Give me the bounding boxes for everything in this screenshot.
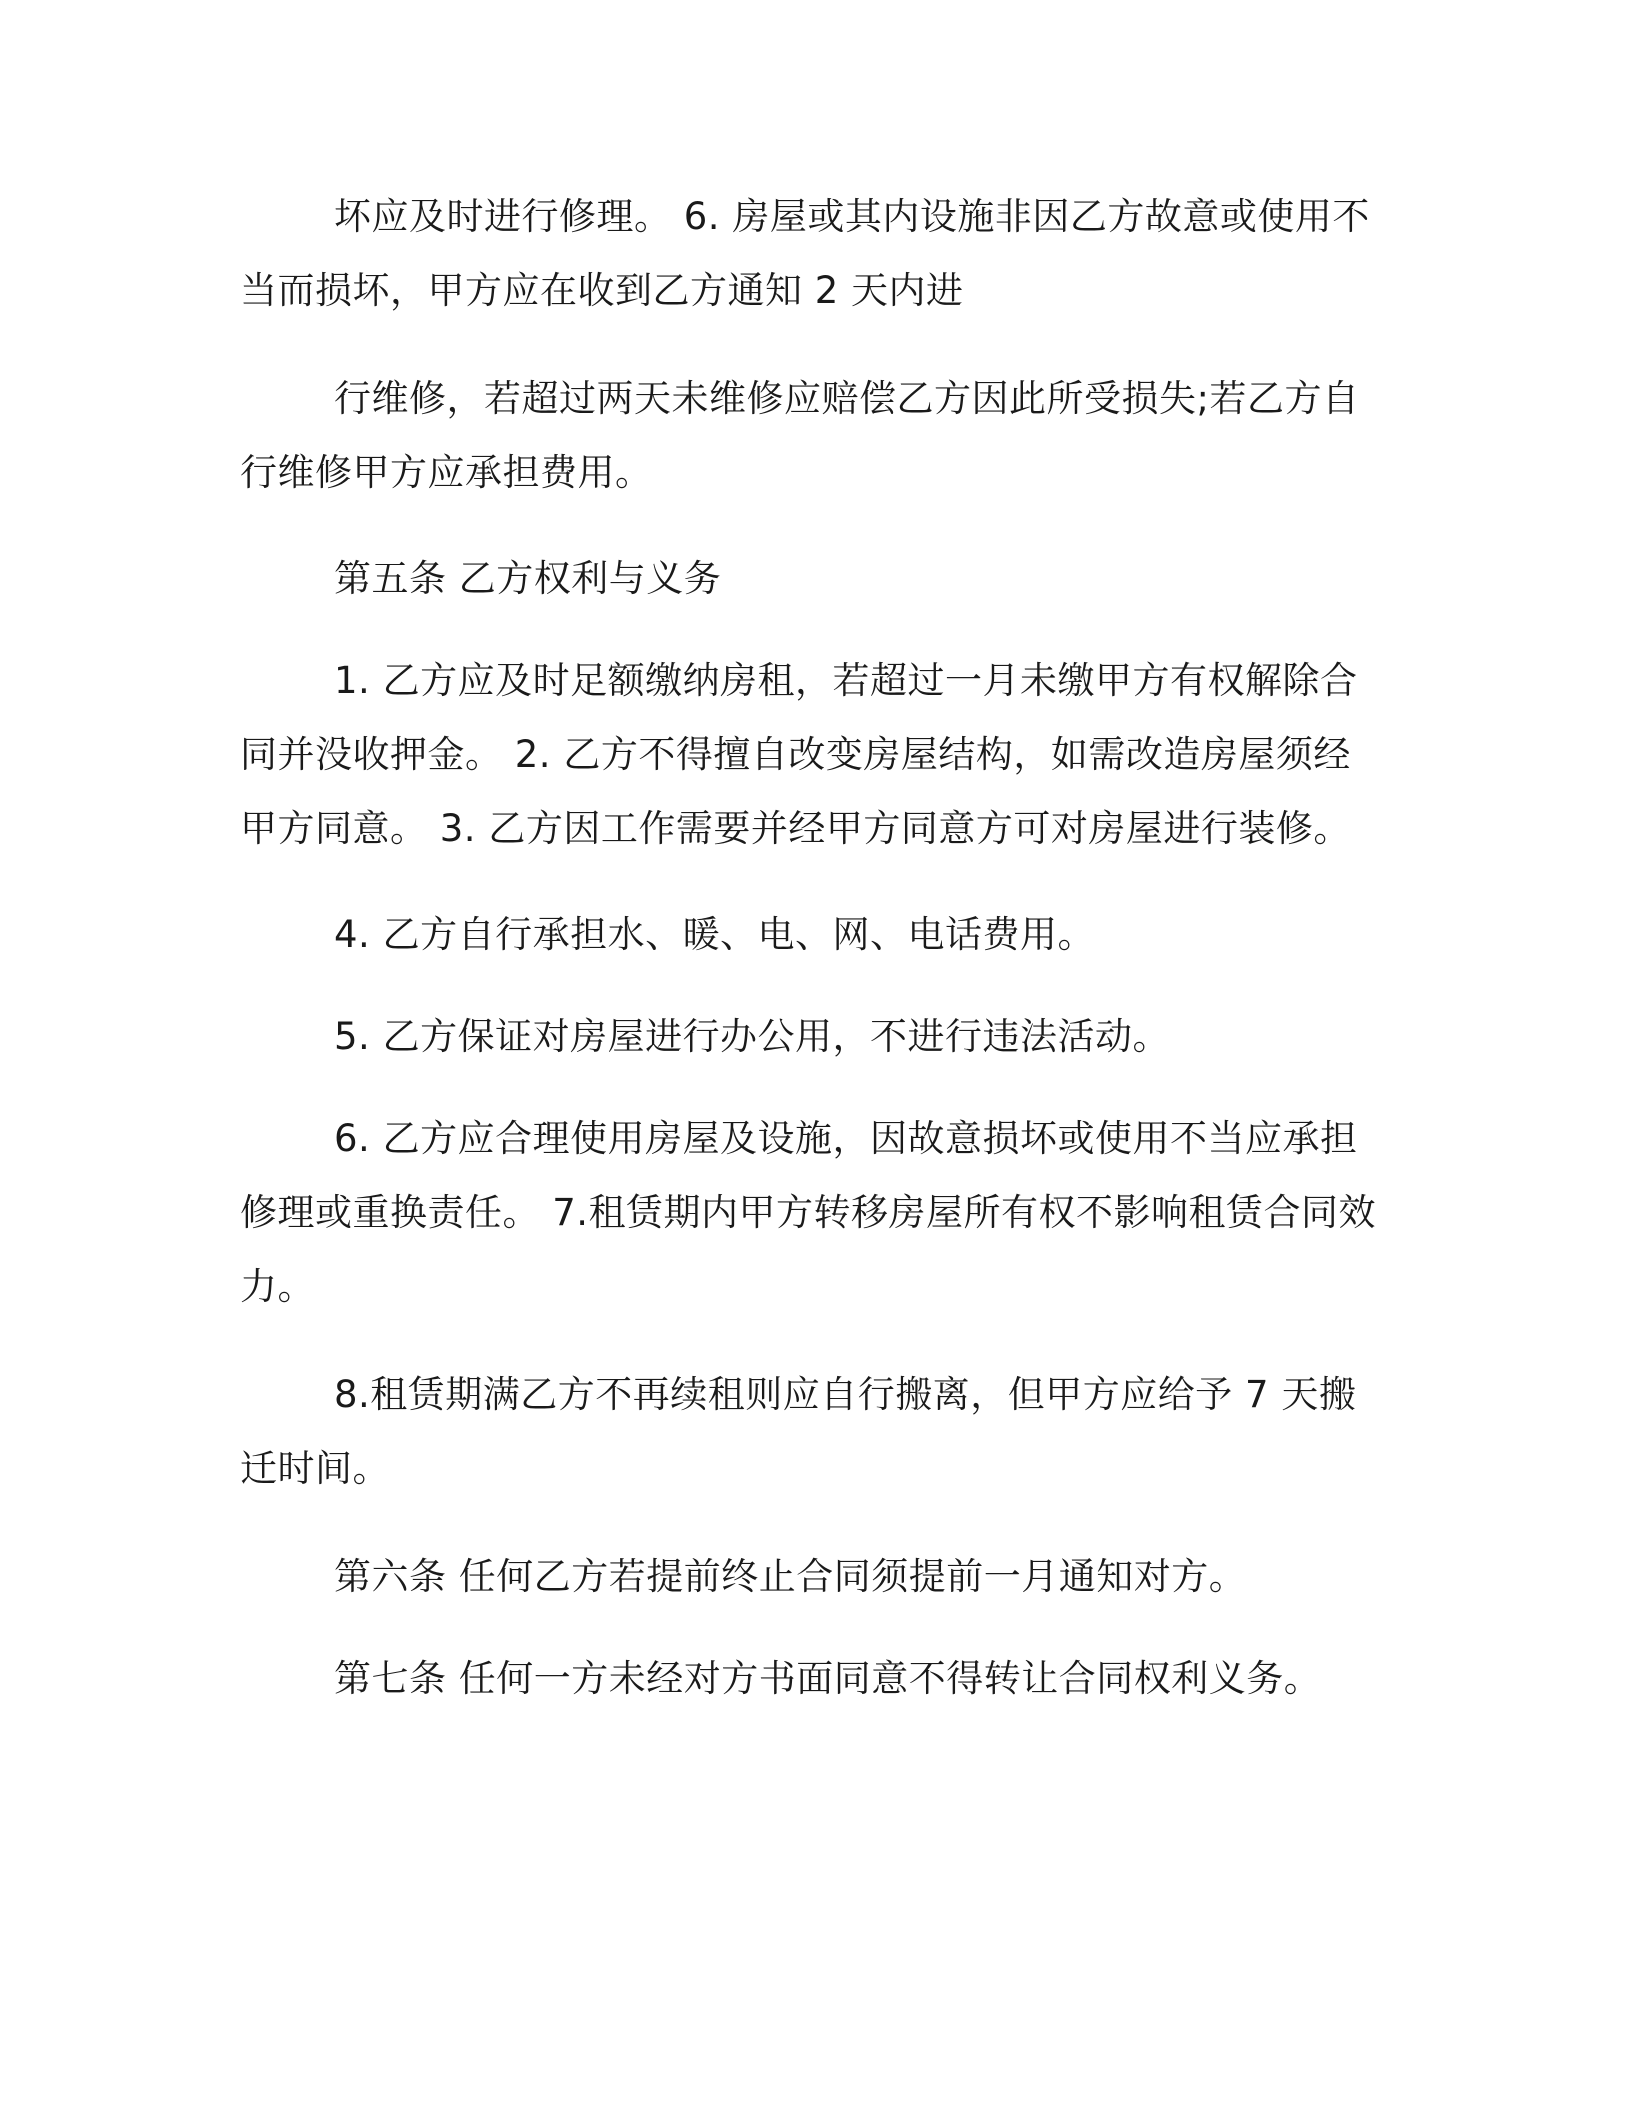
paragraph-tenant-obligations-6-7: 6. 乙方应合理使用房屋及设施，因故意损坏或使用不当应承担修理或重换责任。 7.租赁期内甲方转移房屋所有权不影响租赁合同效力。 [240, 1117, 1377, 1308]
paragraph-tenant-obligation-4: 4. 乙方自行承担水、暖、电、网、电话费用。 [334, 913, 1096, 956]
section-heading-article-6: 第六条 任何乙方若提前终止合同须提前一月通知对方。 [334, 1555, 1247, 1598]
section-heading-article-5: 第五条 乙方权利与义务 [334, 557, 722, 600]
paragraph-repair-compensation: 行维修，若超过两天未维修应赔偿乙方因此所受损失;若乙方自行维修甲方应承担费用。 [240, 377, 1360, 494]
section-heading-article-7: 第七条 任何一方未经对方书面同意不得转让合同权利义务。 [334, 1657, 1322, 1700]
paragraph-tenant-obligation-8: 8.租赁期满乙方不再续租则应自行搬离，但甲方应给予 7 天搬迁时间。 [240, 1373, 1357, 1490]
paragraph-tenant-obligations-1-3: 1. 乙方应及时足额缴纳房租，若超过一月未缴甲方有权解除合同并没收押金。 2. 乙方不得擅自改变房屋结构，如需改造房屋须经甲方同意。 3. 乙方因工作需要并经甲方同意方可对房屋进行装修。 [240, 659, 1358, 850]
paragraph-tenant-obligation-5: 5. 乙方保证对房屋进行办公用，不进行违法活动。 [334, 1015, 1171, 1058]
paragraph-repair-clause: 坏应及时进行修理。 6. 房屋或其内设施非因乙方故意或使用不当而损坏，甲方应在收到乙方通知 2 天内进 [240, 195, 1370, 312]
